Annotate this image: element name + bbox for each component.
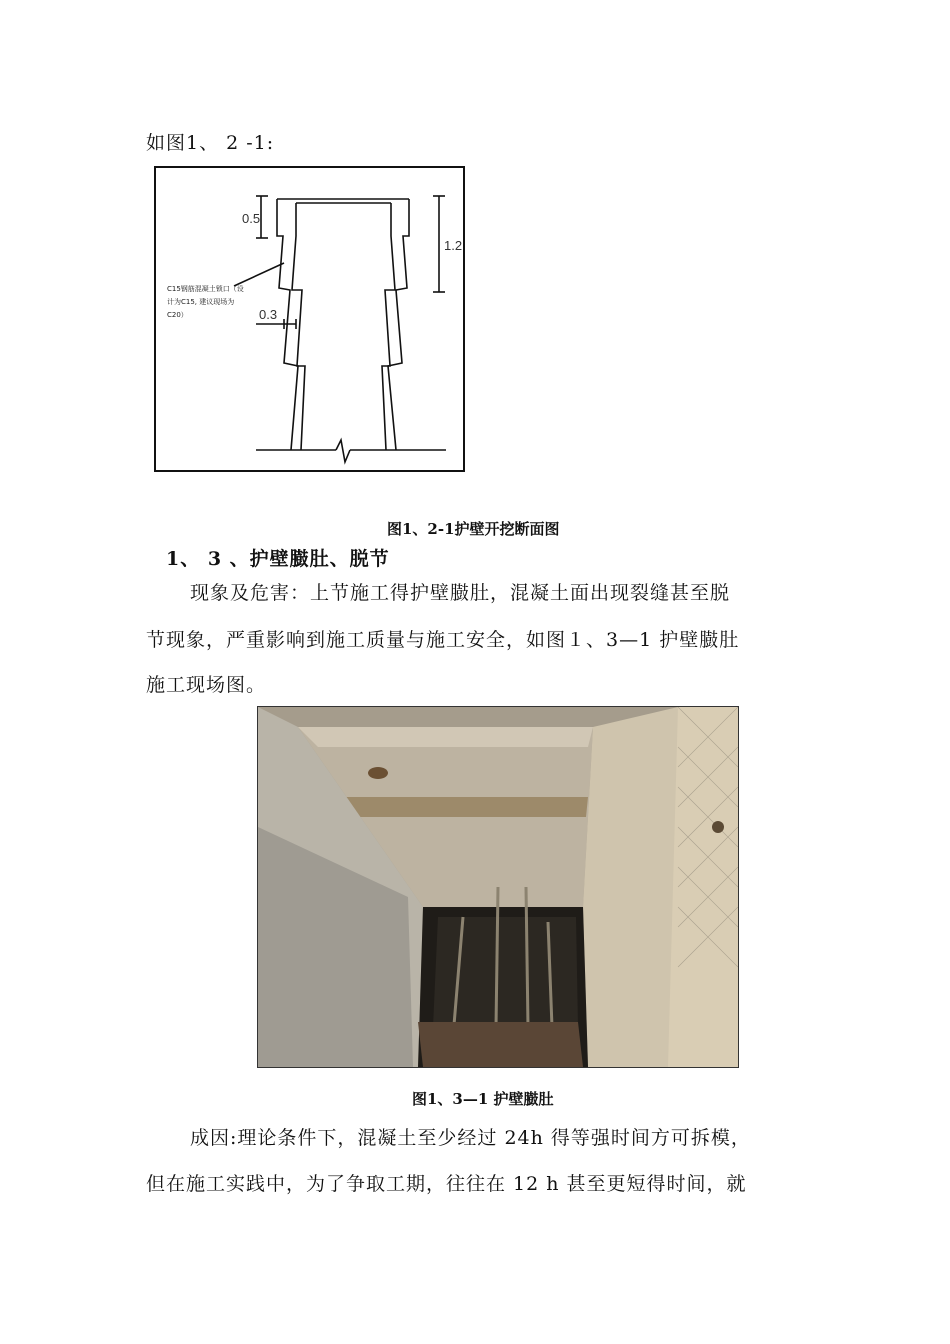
section-drawing-svg (156, 168, 463, 470)
section-para-line-2: 节现象，严重影响到施工质量与施工安全，如图１、3—1 护壁臌肚 (146, 629, 740, 651)
site-photo-svg (258, 707, 738, 1067)
site-photo (257, 706, 739, 1068)
cause-para-line-2: 但在施工实践中，为了争取工期，往往在 12 h 甚至更短得时间，就 (146, 1173, 747, 1195)
annotation-line-2: 计为C15, 建议现场为 (167, 298, 235, 306)
annotation-line-1: C15钢筋混凝土锁口（设 (167, 285, 244, 293)
section-para-line-3: 施工现场图。 (146, 674, 267, 696)
dim-label-right: 1.2 (444, 238, 463, 253)
dim-label-top: 0.5 (242, 211, 261, 226)
cause-para-line-1: 成因:理论条件下，混凝土至少经过 24h 得等强时间方可拆模， (190, 1127, 751, 1149)
section-para-line-1: 现象及危害：上节施工得护壁臌肚，混凝土面出现裂缝甚至脱 (190, 582, 731, 604)
annotation-line-3: C20） (167, 311, 188, 319)
section-drawing (154, 166, 465, 472)
figure1-caption: 图1、2-1护壁开挖断面图 (387, 520, 560, 538)
section-heading: 1、 3 、护壁臌肚、脱节 (166, 548, 390, 570)
figure2-caption: 图1、3—1 护壁臌肚 (412, 1090, 554, 1108)
intro-text: 如图1、 2 -1: (146, 132, 275, 154)
dim-label-wall: 0.3 (259, 307, 278, 322)
